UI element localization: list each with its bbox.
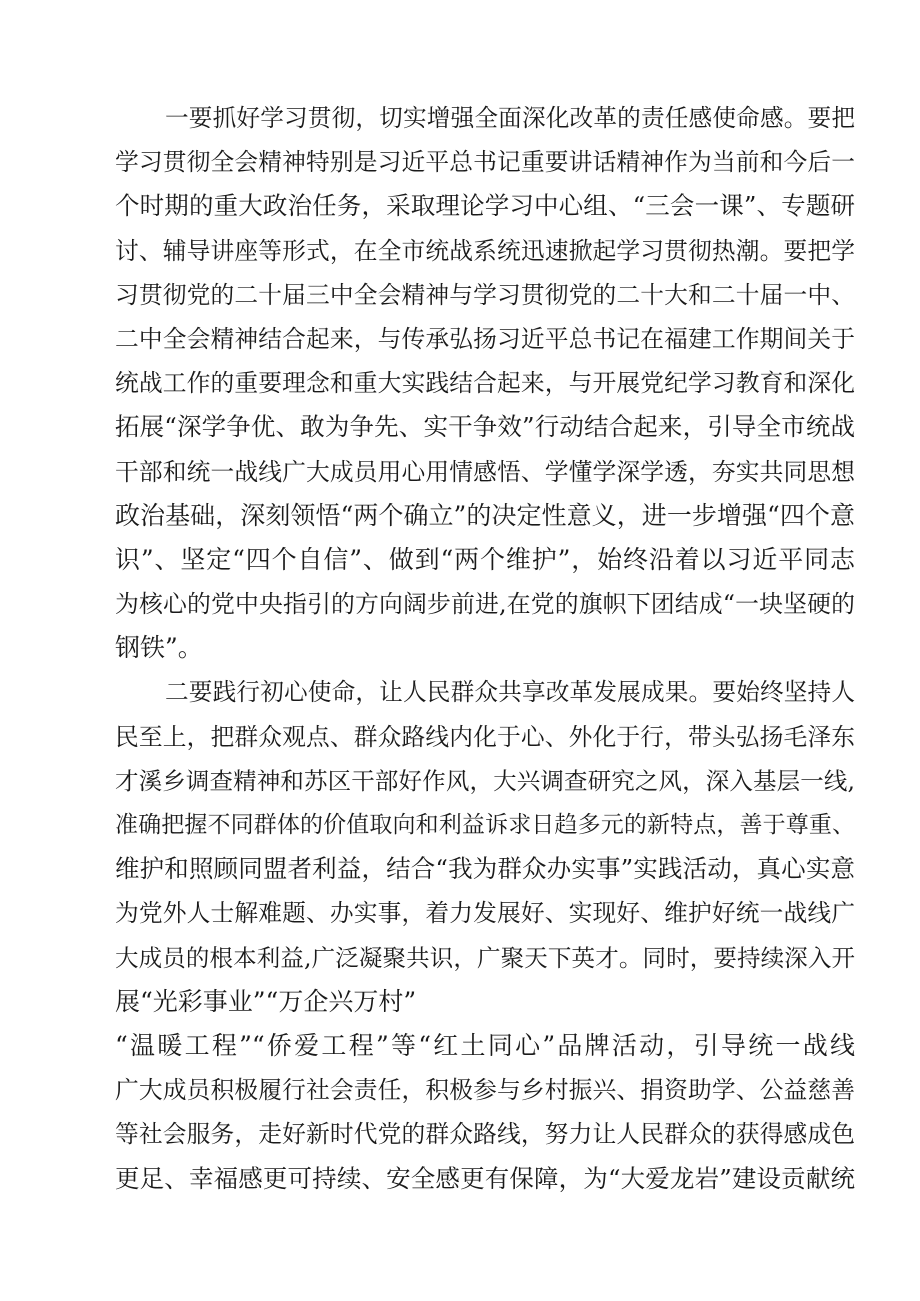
text-line: 干部和统一战线广大成员用心用情感悟、学懂学深学透，夯实共同思想	[115, 457, 855, 486]
text-line: 广大成员积极履行社会责任，积极参与乡村振兴、捐资助学、公益慈善	[115, 1076, 855, 1105]
text-line: 识”、坚定“四个自信”、做到“两个维护”，始终沿着以习近平同志	[115, 544, 855, 574]
text-line: 等社会服务，走好新时代党的群众路线，努力让人民群众的获得感成色	[115, 1120, 855, 1149]
text-line: 二中全会精神结合起来，与传承弘扬习近平总书记在福建工作期间关于	[115, 324, 855, 353]
body-text	[115, 96, 855, 1201]
text-line: 为党外人士解难题、办实事，着力发展好、实现好、维护好统一战线广	[115, 899, 855, 928]
text-line: 钢铁”。	[115, 633, 203, 663]
text-line: 维护和照顾同盟者利益，结合“我为群众办实事”实践活动，真心实意	[115, 854, 855, 884]
text-line: 更足、幸福感更可持续、安全感更有保障，为“大爱龙岩”建设贡献统	[115, 1163, 855, 1193]
text-line: 二要践行初心使命，让人民群众共享改革发展成果。要始终坚持人	[165, 678, 855, 707]
text-line: 政治基础，深刻领悟“两个确立”的决定性意义，进一步增强“四个意	[115, 500, 855, 530]
text-line: 民至上，把群众观点、群众路线内化于心、外化于行，带头弘扬毛泽东	[115, 722, 855, 751]
text-line: 准确把握不同群体的价值取向和利益诉求日趋多元的新特点，善于尊重、	[115, 812, 855, 838]
text-line: 为核心的党中央指引的方向阔步前进,在党的旗帜下团结成“一块坚硬的	[115, 590, 855, 619]
text-line: 学习贯彻全会精神特别是习近平总书记重要讲话精神作为当前和今后一	[115, 148, 855, 177]
text-line: 大成员的根本利益,广泛凝聚共识，广聚天下英才。同时，要持续深入开	[115, 943, 855, 972]
text-line: “温暖工程”“侨爱工程”等“红土同心”品牌活动，引导统一战线	[115, 1030, 855, 1060]
text-line: 一要抓好学习贯彻，切实增强全面深化改革的责任感使命感。要把	[165, 104, 855, 132]
text-line: 习贯彻党的二十届三中全会精神与学习贯彻党的二十大和二十届一中、	[115, 280, 855, 309]
text-line: 才溪乡调查精神和苏区干部好作风，大兴调查研究之风，深入基层一线,	[115, 766, 855, 795]
text-line: 统战工作的重要理念和重大实践结合起来，与开展党纪学习教育和深化	[115, 369, 855, 398]
text-line: 拓展“深学争优、敢为争先、实干争效”行动结合起来，引导全市统战	[115, 412, 855, 442]
text-line: 个时期的重大政治任务，采取理论学习中心组、“三会一课”、专题研	[115, 191, 855, 221]
text-line: 展“光彩事业”“万企兴万村”	[115, 986, 417, 1016]
text-line: 讨、辅导讲座等形式，在全市统战系统迅速掀起学习贯彻热潮。要把学	[115, 236, 855, 265]
